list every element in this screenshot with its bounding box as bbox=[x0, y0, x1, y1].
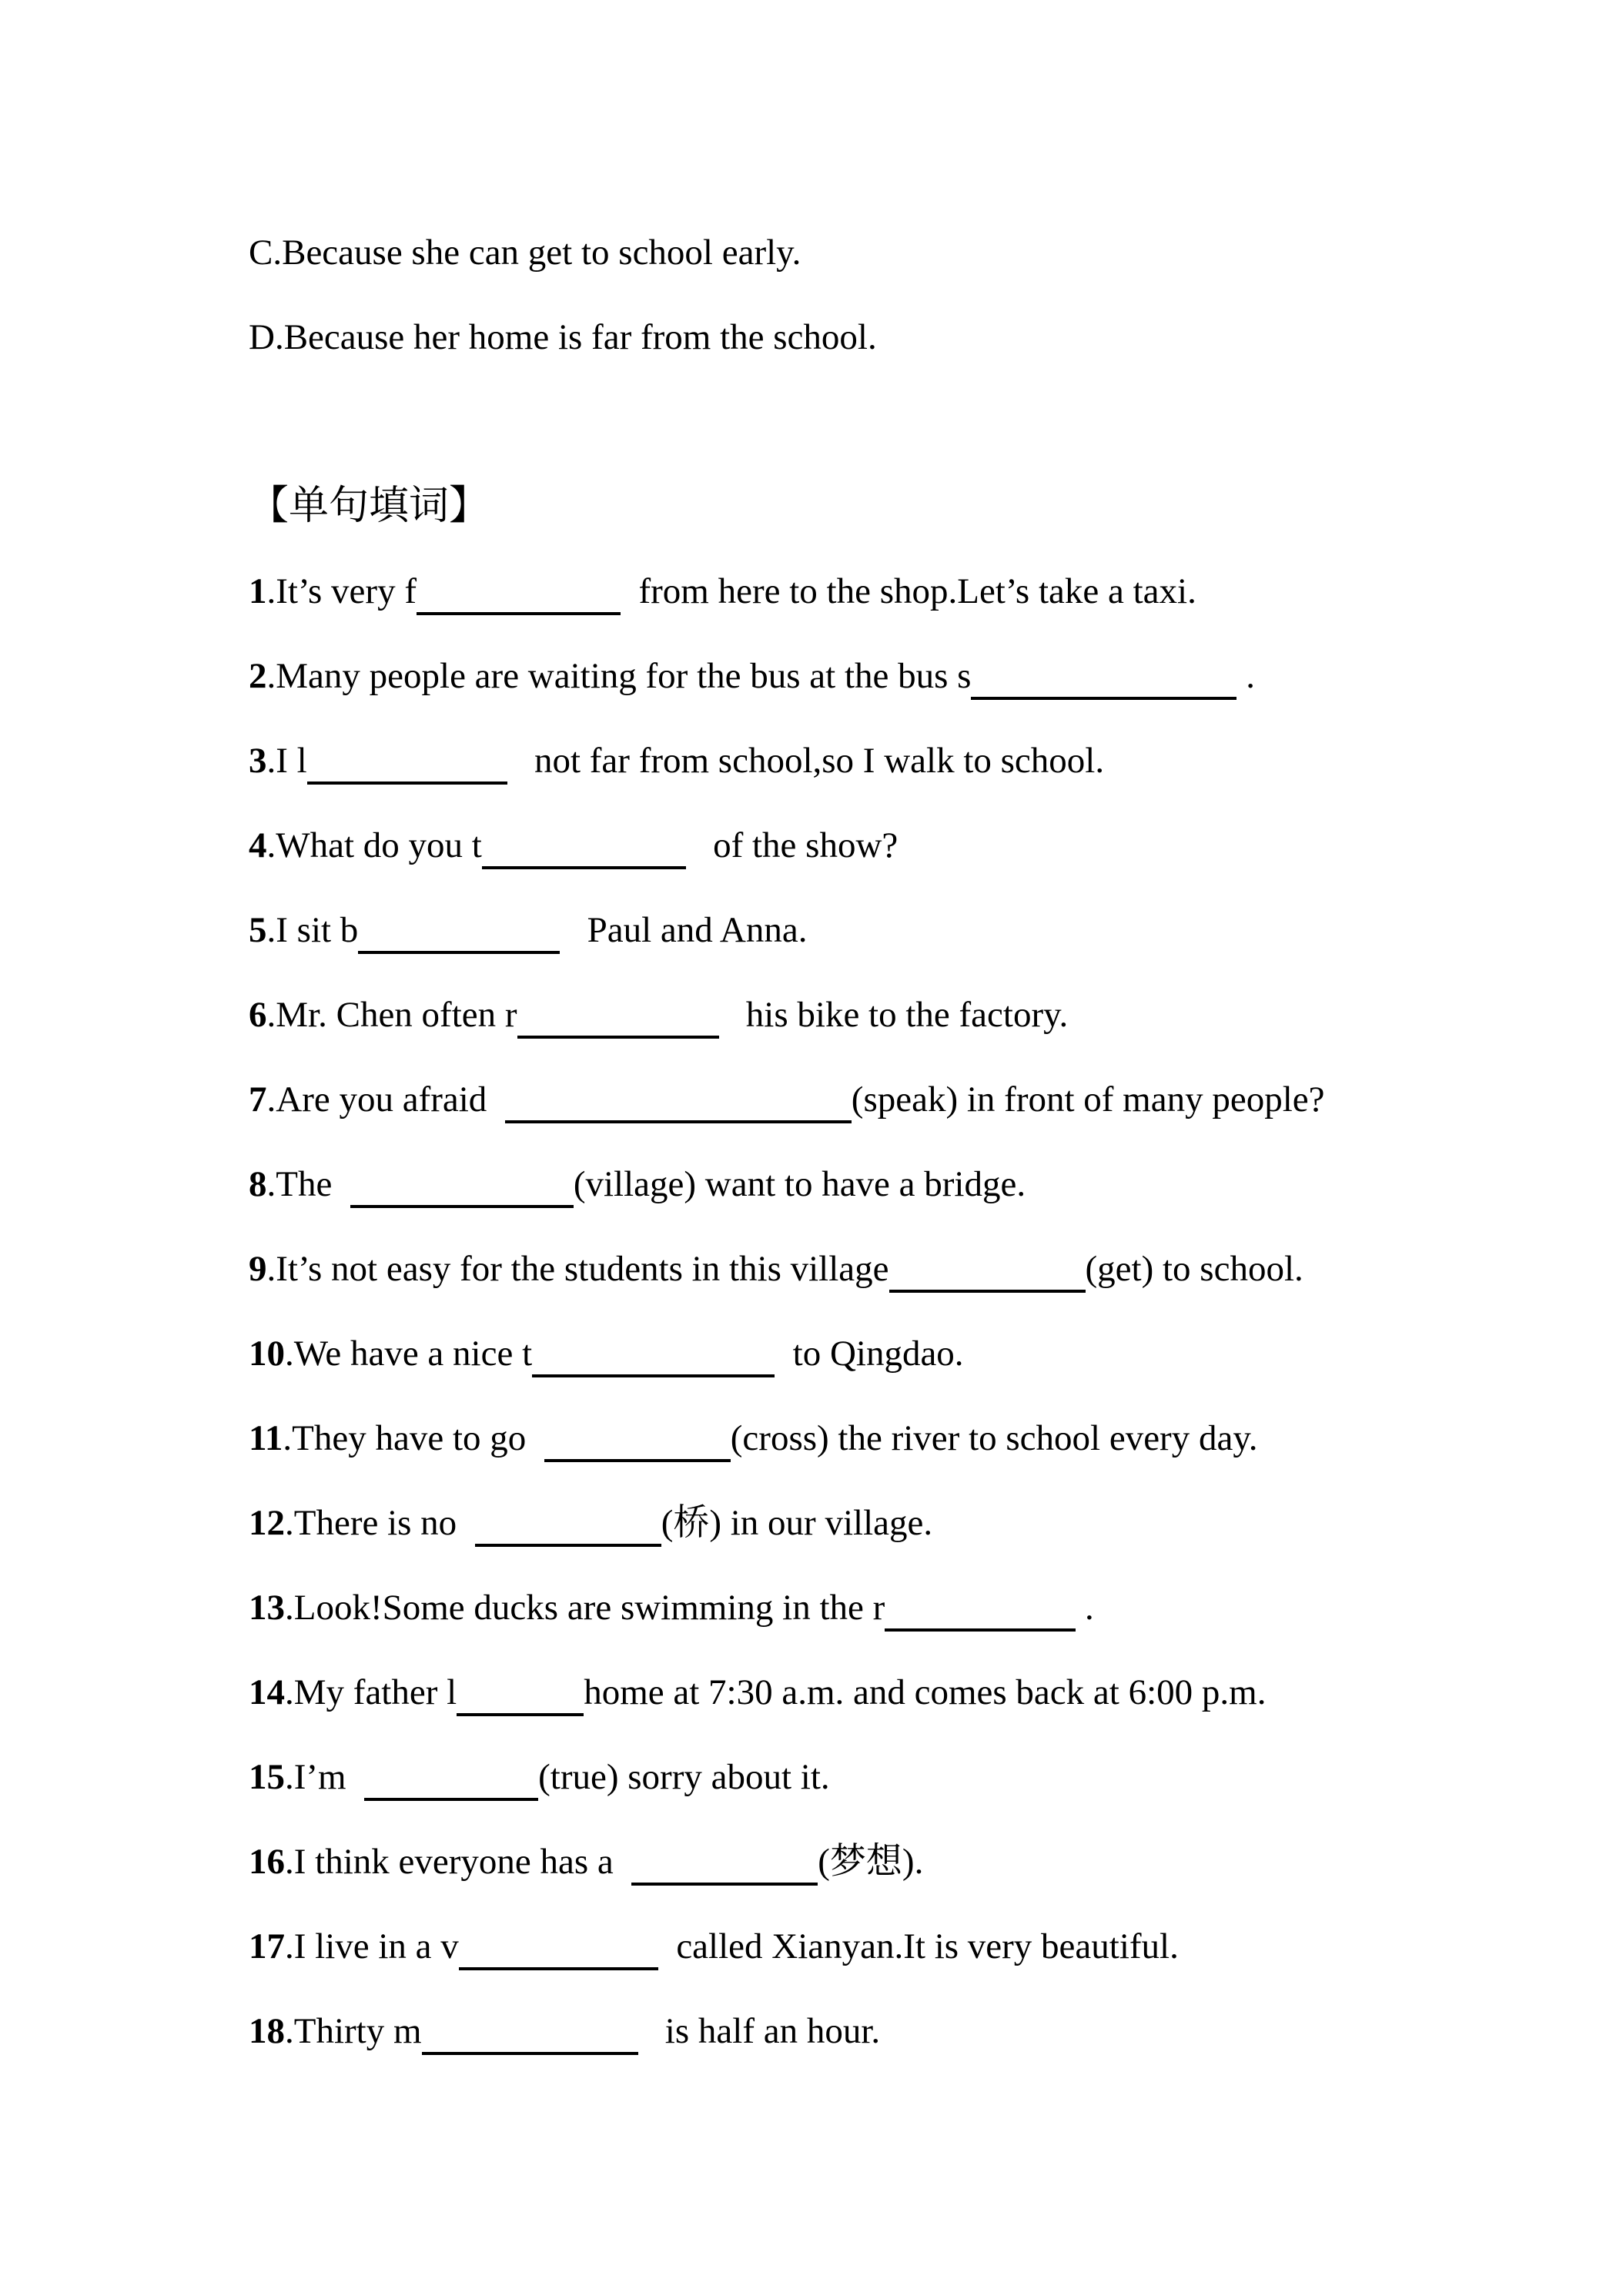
question-text: is half an hour. bbox=[637, 2011, 881, 2051]
answer-blank bbox=[482, 843, 686, 869]
question-3 bbox=[249, 718, 1500, 803]
question-text: .I sit b bbox=[266, 910, 359, 950]
question-10 bbox=[249, 1311, 1500, 1396]
answer-blank bbox=[517, 1012, 719, 1039]
question-text: .My father l bbox=[285, 1672, 457, 1712]
question-text: Paul and Anna. bbox=[560, 910, 808, 950]
answer-blank bbox=[971, 674, 1236, 700]
question-number: 7 bbox=[249, 1079, 267, 1120]
question-text: .I think everyone has a bbox=[285, 1842, 632, 1882]
question-6 bbox=[249, 972, 1500, 1057]
question-2 bbox=[249, 634, 1500, 718]
question-number: 5 bbox=[249, 910, 267, 950]
question-5 bbox=[249, 888, 1500, 972]
answer-blank bbox=[459, 1944, 658, 1970]
question-text: .It’s not easy for the students in this village bbox=[266, 1249, 889, 1289]
question-number: 4 bbox=[249, 825, 267, 865]
question-14 bbox=[249, 1650, 1500, 1735]
question-8 bbox=[249, 1142, 1500, 1227]
question-16 bbox=[249, 1819, 1500, 1904]
question-text: .I l bbox=[266, 741, 307, 781]
answer-blank bbox=[364, 1775, 538, 1801]
question-18 bbox=[249, 1989, 1500, 2073]
question-13 bbox=[249, 1565, 1500, 1650]
question-4 bbox=[249, 803, 1500, 888]
question-text: .There is no bbox=[285, 1503, 475, 1543]
answer-blank bbox=[350, 1182, 574, 1208]
question-number: 12 bbox=[249, 1503, 285, 1543]
answer-blank bbox=[505, 1097, 852, 1123]
question-text: to Qingdao. bbox=[775, 1334, 964, 1374]
answer-blank bbox=[307, 758, 507, 785]
answer-blank bbox=[475, 1521, 661, 1547]
question-text: of the show? bbox=[685, 825, 899, 865]
question-number: 2 bbox=[249, 656, 267, 696]
question-number: 14 bbox=[249, 1672, 285, 1712]
question-7 bbox=[249, 1057, 1500, 1142]
answer-blank bbox=[532, 1351, 775, 1377]
question-text: .I live in a v bbox=[285, 1926, 459, 1966]
answer-blank bbox=[422, 2029, 638, 2055]
question-15 bbox=[249, 1735, 1500, 1819]
question-number: 18 bbox=[249, 2011, 285, 2051]
question-text: (village) want to have a bridge. bbox=[573, 1164, 1026, 1204]
question-text: not far from school,so I walk to school. bbox=[507, 741, 1105, 781]
answer-blank bbox=[631, 1859, 818, 1886]
question-number: 10 bbox=[249, 1334, 285, 1374]
question-9 bbox=[249, 1227, 1500, 1311]
question-text: called Xianyan.It is very beautiful. bbox=[658, 1926, 1179, 1966]
question-text: . bbox=[1236, 656, 1255, 696]
answer-blank bbox=[889, 1267, 1086, 1293]
question-1 bbox=[249, 549, 1500, 634]
question-text: (cross) the river to school every day. bbox=[730, 1418, 1258, 1458]
answer-blank bbox=[358, 928, 560, 954]
question-text: (梦想). bbox=[818, 1842, 924, 1882]
answer-blank bbox=[885, 1605, 1076, 1632]
question-text: (桥) in our village. bbox=[661, 1503, 933, 1543]
option-c: C.Because she can get to school early. bbox=[249, 233, 801, 273]
question-text: .Many people are waiting for the bus at the bus s bbox=[266, 656, 972, 696]
section-title: 【单句填词】 bbox=[249, 484, 490, 528]
question-text: .Mr. Chen often r bbox=[266, 995, 517, 1035]
question-number: 15 bbox=[249, 1757, 285, 1797]
question-text: home at 7:30 a.m. and comes back at 6:00 p.m. bbox=[584, 1672, 1267, 1712]
question-text: .It’s very f bbox=[266, 571, 417, 611]
question-number: 13 bbox=[249, 1588, 285, 1628]
question-text: .Thirty m bbox=[285, 2011, 422, 2051]
question-number: 1 bbox=[249, 571, 267, 611]
question-text: .The bbox=[266, 1164, 350, 1204]
question-17 bbox=[249, 1904, 1500, 1989]
question-11 bbox=[249, 1396, 1500, 1481]
question-list bbox=[249, 549, 1500, 2073]
question-number: 8 bbox=[249, 1164, 267, 1204]
question-text: his bike to the factory. bbox=[718, 995, 1069, 1035]
question-number: 6 bbox=[249, 995, 267, 1035]
question-text: .Are you afraid bbox=[266, 1079, 505, 1120]
blank-line bbox=[249, 380, 1500, 464]
question-number: 3 bbox=[249, 741, 267, 781]
question-number: 11 bbox=[249, 1418, 283, 1458]
question-number: 16 bbox=[249, 1842, 285, 1882]
question-text: .We have a nice t bbox=[285, 1334, 533, 1374]
question-text: .I’m bbox=[285, 1757, 365, 1797]
question-number: 9 bbox=[249, 1249, 267, 1289]
question-text: from here to the shop.Let’s take a taxi. bbox=[620, 571, 1196, 611]
question-text: .Look!Some ducks are swimming in the r bbox=[285, 1588, 885, 1628]
question-number: 17 bbox=[249, 1926, 285, 1966]
question-text: .They have to go bbox=[283, 1418, 544, 1458]
question-text: (true) sorry about it. bbox=[538, 1757, 830, 1797]
answer-blank bbox=[417, 589, 621, 615]
question-text: . bbox=[1076, 1588, 1094, 1628]
question-text: .What do you t bbox=[266, 825, 482, 865]
answer-blank bbox=[457, 1690, 584, 1716]
question-text: (speak) in front of many people? bbox=[851, 1079, 1325, 1120]
option-d: D.Because her home is far from the school. bbox=[249, 317, 877, 357]
question-text: (get) to school. bbox=[1085, 1249, 1303, 1289]
question-12 bbox=[249, 1481, 1500, 1565]
answer-blank bbox=[544, 1436, 731, 1462]
